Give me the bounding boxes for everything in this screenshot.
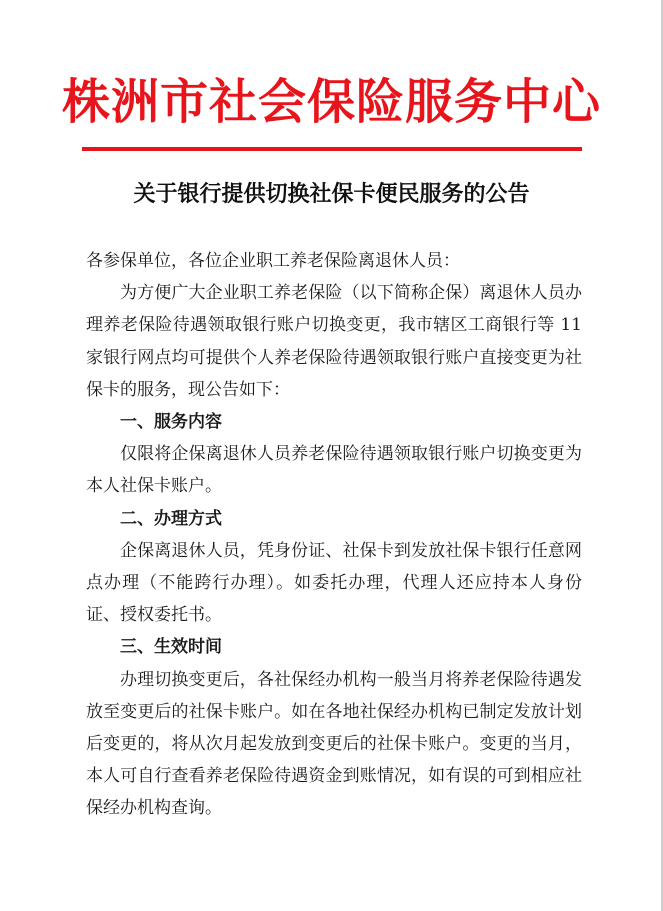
notice-body bbox=[86, 245, 582, 825]
section-text-procedure: 企保离退休人员，凭身份证、社保卡到发放社保卡银行任意网点办理（不能跨行办理）。如委托办理，代理人还应持本人身份证、授权委托书。 bbox=[86, 540, 582, 626]
section-text-effective-time: 办理切换变更后，各社保经办机构一般当月将养老保险待遇发放至变更后的社保卡账户。如在各地社保经办机构已制定发放计划后变更的，将从次月起发放到变更后的社保卡账户。变更的当月，本人可自行查看养老保险待遇资金到账情况，如有误的可到相应社保经办机构查询。 bbox=[86, 669, 582, 819]
section-heading-effective-time: 三、生效时间 bbox=[120, 637, 222, 658]
organization-title: 株洲市社会保险服务中心 bbox=[61, 74, 601, 130]
notice-title: 关于银行提供切换社保卡便民服务的公告 bbox=[133, 181, 530, 207]
section-text-service-content: 仅限将企保离退休人员养老保险待遇领取银行账户切换变更为本人社保卡账户。 bbox=[86, 444, 582, 497]
section-heading-service-content: 一、服务内容 bbox=[120, 412, 222, 433]
red-divider-line bbox=[82, 147, 582, 151]
section-heading-procedure: 二、办理方式 bbox=[120, 508, 222, 529]
salutation: 各参保单位，各位企业职工养老保险离退休人员： bbox=[86, 251, 460, 271]
intro-paragraph: 为方便广大企业职工养老保险（以下简称企保）离退休人员办理养老保险待遇领取银行账户切换变更，我市辖区工商银行等 11 家银行网点均可提供个人养老保险待遇领取银行账户直接变更为社保卡的服务，现公告如下： bbox=[86, 283, 582, 400]
